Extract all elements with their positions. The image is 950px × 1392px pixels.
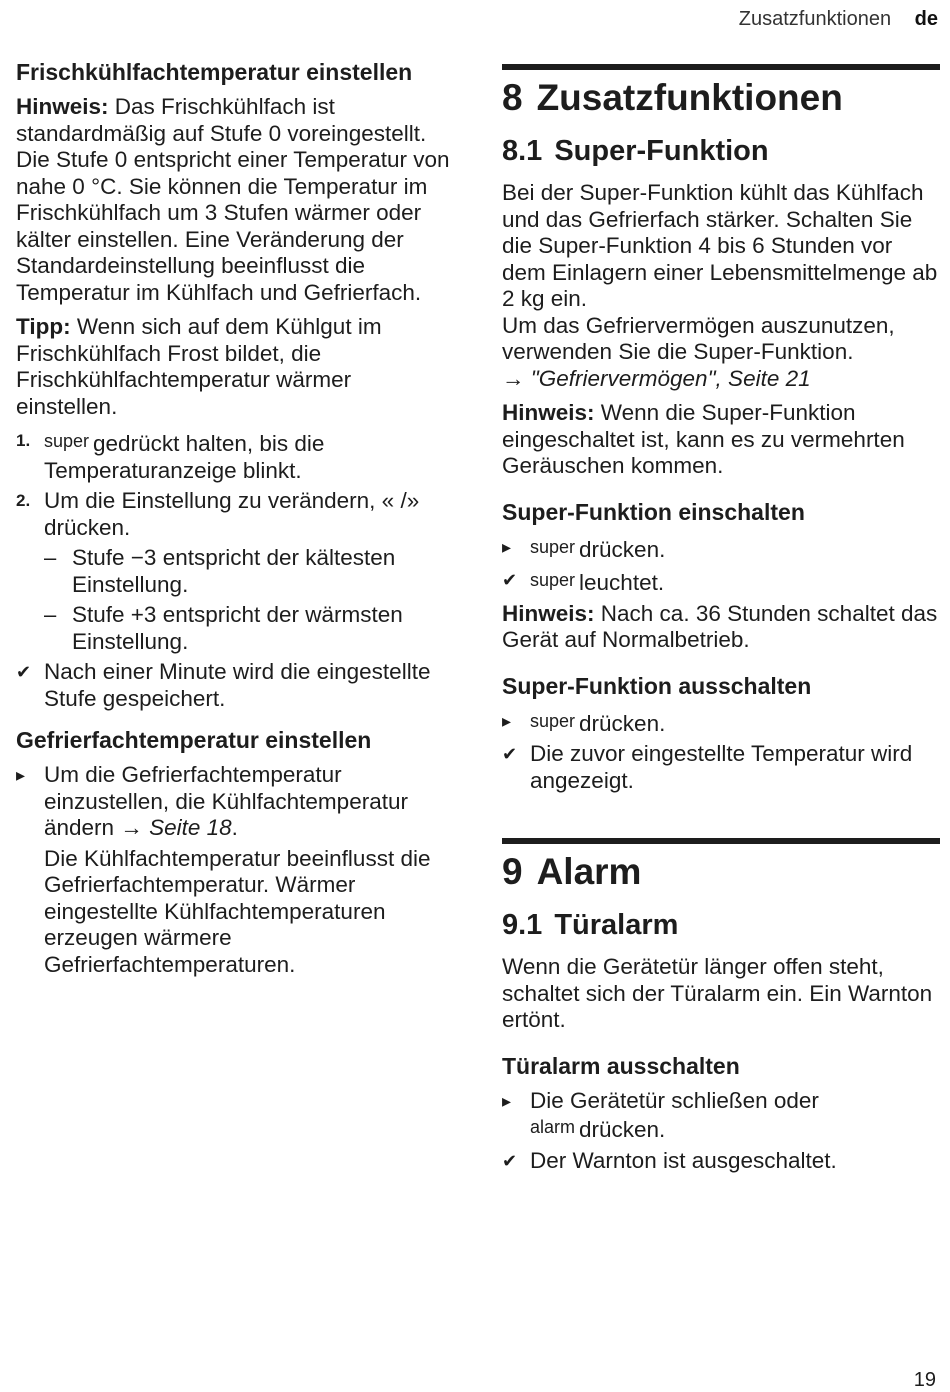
- triangle-bullet-icon: ▸: [502, 1090, 512, 1111]
- heading-super-ausschalten: Super-Funktion ausschalten: [502, 672, 812, 699]
- gefrierfach-step-text: Um die Gefrierfachtemperatur einzustellen, die Kühlfachtemperatur ändern: [44, 762, 408, 840]
- check-icon: ✔: [502, 570, 518, 590]
- chapter-8-number: 8: [502, 77, 523, 118]
- arrow-icon: →: [120, 815, 143, 840]
- section-8-1-title: Super-Funktion: [554, 135, 769, 167]
- super-key-label: super: [530, 710, 576, 731]
- heading-frischkuehlfach: Frischkühlfachtemperatur einstellen: [16, 59, 413, 85]
- super-on-result-text: leuchtet.: [579, 570, 665, 595]
- step-1-text: gedrückt halten, bis die Temperaturanzeige blinkt.: [44, 431, 325, 483]
- gefrierfach-note: Die Kühlfachtemperatur beeinflusst die Gefrierfachtemperatur. Wärmer eingestellte Kühlfachtemperaturen erzeugen wärmere Gefrierfachtemperaturen.: [44, 845, 431, 977]
- triangle-bullet-icon: ▸: [502, 536, 512, 557]
- page-header: [739, 8, 938, 31]
- tueralarm-intro: Wenn die Gerätetür länger offen steht, schaltet sich der Türalarm ein. Ein Warnton ertönt.: [502, 954, 933, 1032]
- super-on-step: [502, 534, 940, 564]
- arrow-icon: →: [502, 365, 525, 391]
- step-2: [16, 488, 452, 541]
- super-on-step-text: drücken.: [579, 536, 666, 562]
- triangle-bullet-icon: ▸: [16, 765, 26, 785]
- triangle-bullet-icon: ▸: [502, 710, 512, 731]
- section-8-1: [502, 134, 940, 168]
- super-intro: Bei der Super-Funktion kühlt das Kühlfach und das Gefrierfach stärker. Schalten Sie die Super-Funktion 4 bis 6 Stunden vor dem Einlagern einer Lebensmittelmenge ab 2 kg ein.: [502, 180, 938, 311]
- chapter-8-title: Zusatzfunktionen: [536, 77, 843, 118]
- hinweis-text: Das Frischkühlfach ist standardmäßig auf Stufe 0 voreingestellt. Die Stufe 0 entspricht einer Temperatur von nahe 0 °C. Sie können die Temperatur im Frischkühlfach um 3 Stufen wärmer oder kälter einstellen. Eine Veränderung der Standardeinstellung beeinflusst die Temperatur im Kühlfach und Gefrierfach.: [16, 94, 450, 305]
- alarm-off-step: [502, 1088, 940, 1144]
- header-language: de: [914, 8, 938, 30]
- check-icon: ✔: [502, 1150, 518, 1171]
- step-2-text: Um die Einstellung zu verändern, « /» drücken.: [44, 488, 420, 540]
- right-column: [502, 64, 940, 1178]
- section-8-1-number: 8.1: [502, 135, 543, 167]
- super-off-result: [502, 741, 940, 794]
- super-reference: [502, 366, 940, 393]
- hinweis-label: Hinweis:: [16, 94, 109, 119]
- tipp-label: Tipp:: [16, 314, 71, 339]
- super-on-hinweis-text: Nach ca. 36 Stunden schaltet das Gerät auf Normalbetrieb.: [502, 600, 938, 652]
- super-key-label: super: [530, 536, 576, 557]
- chapter-9-number: 9: [502, 851, 523, 892]
- sub-item-cold: [16, 545, 452, 598]
- chapter-8: [502, 64, 940, 120]
- alarm-off-result-text: Der Warnton ist ausgeschaltet.: [530, 1147, 837, 1173]
- super-hinweis: [502, 400, 940, 480]
- page-reference-link[interactable]: Seite 18: [149, 815, 232, 840]
- alarm-off-step-text: Die Gerätetür schließen oder: [530, 1087, 819, 1113]
- super-off-step: [502, 708, 940, 738]
- gefriervermoegen-link[interactable]: "Gefriervermögen", Seite 21: [530, 365, 811, 391]
- sub-item-warm: [16, 602, 452, 655]
- step-1: [16, 428, 452, 484]
- alarm-off-step-end: drücken.: [579, 1117, 666, 1142]
- sub-item-cold-text: Stufe −3 entspricht der kältesten Einstellung.: [72, 545, 396, 597]
- page-number: 19: [913, 1369, 936, 1391]
- result-text: Nach einer Minute wird die eingestellte Stufe gespeichert.: [44, 659, 431, 711]
- step-2-number: 2.: [16, 491, 31, 510]
- super-hinweis-label: Hinweis:: [502, 400, 595, 425]
- header-section: Zusatzfunktionen: [738, 8, 892, 30]
- left-column: [16, 58, 452, 978]
- tipp-text: Wenn sich auf dem Kühlgut im Frischkühlfach Frost bildet, die Frischkühlfachtemperatur wärmer einstellen.: [16, 314, 382, 419]
- super-off-step-text: drücken.: [579, 710, 666, 736]
- heading-gefrierfach: Gefrierfachtemperatur einstellen: [16, 727, 372, 753]
- step-1-number: 1.: [16, 431, 31, 450]
- check-icon: ✔: [16, 662, 32, 682]
- dash-icon: –: [44, 545, 57, 570]
- hinweis-paragraph: [16, 94, 452, 306]
- chapter-9: [502, 838, 940, 894]
- dash-icon: –: [44, 602, 57, 627]
- result-item: [16, 659, 452, 712]
- heading-super-einschalten: Super-Funktion einschalten: [502, 498, 805, 525]
- chapter-9-title: Alarm: [536, 851, 642, 892]
- tipp-paragraph: [16, 314, 452, 420]
- alarm-off-result: [502, 1148, 940, 1175]
- super-on-result: [502, 567, 940, 597]
- section-9-1: [502, 908, 940, 942]
- sub-item-warm-text: Stufe +3 entspricht der wärmsten Einstellung.: [72, 602, 403, 654]
- super-on-hinweis: [502, 601, 940, 654]
- gefrierfach-step: ▸ Um die Gefrierfachtemperatur einzustellen, die Kühlfachtemperatur ändern → Seite 18.: [16, 762, 408, 840]
- alarm-key-label: alarm: [530, 1117, 576, 1137]
- super-capacity: Um das Gefriervermögen auszunutzen, verwenden Sie die Super-Funktion.: [502, 312, 895, 364]
- super-key-label: super: [530, 570, 576, 590]
- section-9-1-title: Türalarm: [554, 909, 679, 941]
- super-on-hinweis-label: Hinweis:: [502, 600, 595, 626]
- super-off-result-text: Die zuvor eingestellte Temperatur wird angezeigt.: [530, 741, 913, 793]
- super-hinweis-text: Wenn die Super-Funktion eingeschaltet ist, kann es zu vermehrten Geräuschen kommen.: [502, 400, 905, 478]
- check-icon: ✔: [502, 744, 518, 764]
- section-9-1-number: 9.1: [502, 909, 543, 941]
- heading-tueralarm-ausschalten: Türalarm ausschalten: [502, 1052, 740, 1079]
- super-key-label: super: [44, 431, 90, 451]
